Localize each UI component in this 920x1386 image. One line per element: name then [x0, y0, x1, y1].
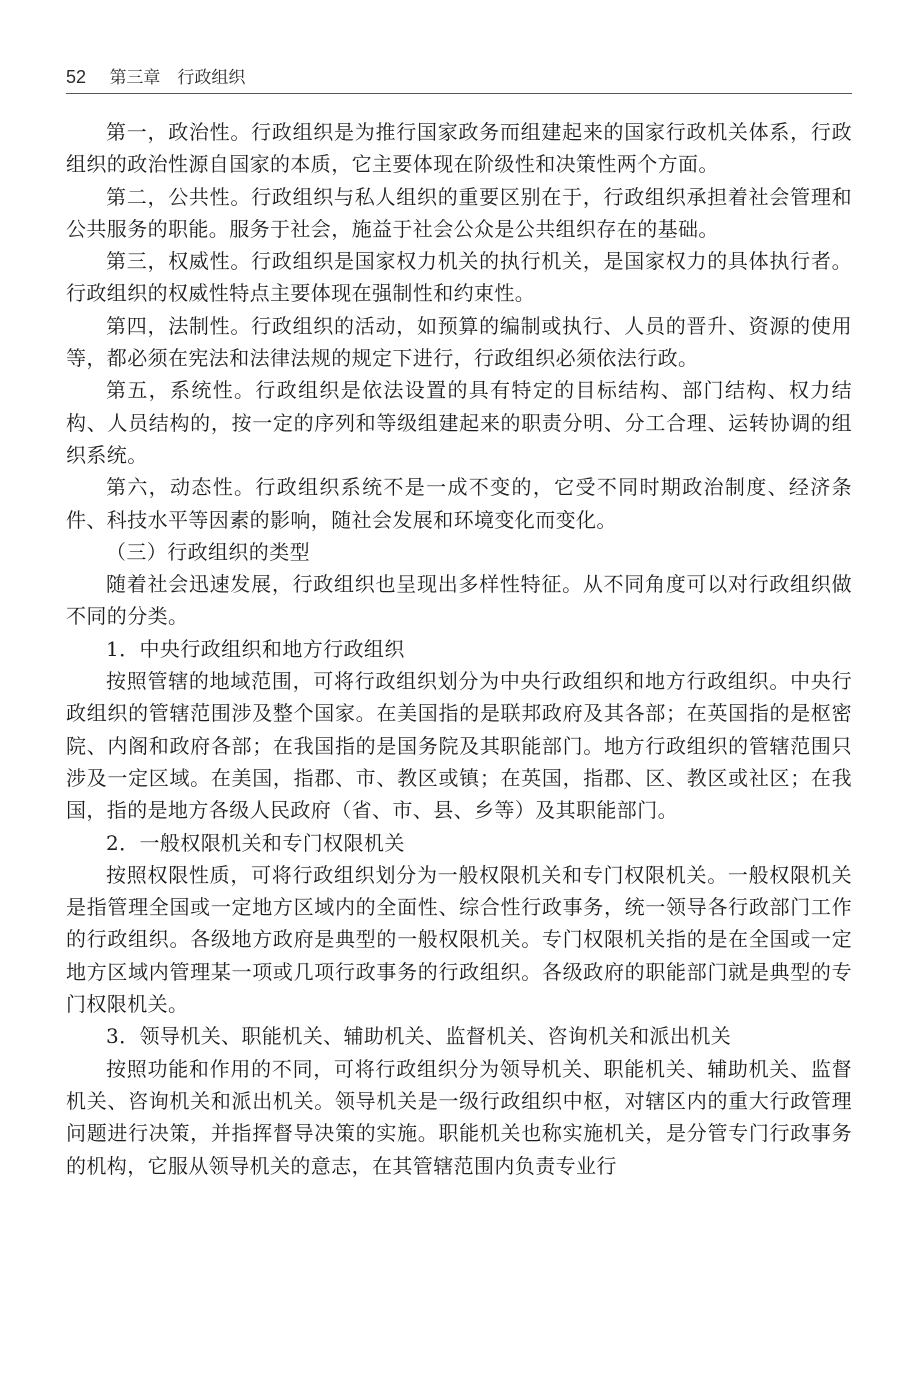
subheading-central-local: 1．中央行政组织和地方行政组织 — [106, 636, 405, 661]
paragraph-legality: 第四，法制性。行政组织的活动，如预算的编制或执行、人员的晋升、资源的使用等，都必须在宪法和法律法规的规定下进行，行政组织必须依法行政。 — [66, 313, 852, 371]
section-heading-types: （三）行政组织的类型 — [106, 539, 310, 564]
subheading-general-special: 2．一般权限机关和专门权限机关 — [106, 830, 405, 855]
running-head — [66, 62, 852, 92]
paragraph-dynamic: 第六，动态性。行政组织系统不是一成不变的，它受不同时期政治制度、经济条件、科技水平等因素的影响，随社会发展和环境变化而变化。 — [66, 475, 852, 532]
page-number: 52 — [66, 67, 87, 87]
paragraph-central-local: 按照管辖的地域范围，可将行政组织划分为中央行政组织和地方行政组织。中央行政组织的管辖范围涉及整个国家。在美国指的是联邦政府及其各部；在英国指的是枢密院、内阁和政府各部；在我国指的是国务院及其职能部门。地方行政组织的管辖范围只涉及一定区域。在美国，指郡、市、教区或镇；在英国，指郡、区、教区或社区；在我国，指的是地方各级人民政府（省、市、县、乡等）及其职能部门。 — [66, 669, 852, 823]
paragraph-functional-types: 按照功能和作用的不同，可将行政组织分为领导机关、职能机关、辅助机关、监督机关、咨询机关和派出机关。领导机关是一级行政组织中枢，对辖区内的重大行政管理问题进行决策，并指挥督导决策的实施。职能机关也称实施机关，是分管专门行政事务的机构，它服从领导机关的意志，在其管辖范围内负责专业行 — [66, 1056, 852, 1178]
subheading-functional-types: 3．领导机关、职能机关、辅助机关、监督机关、咨询机关和派出机关 — [106, 1024, 732, 1049]
paragraph-public: 第二，公共性。行政组织与私人组织的重要区别在于，行政组织承担着社会管理和公共服务的职能。服务于社会，施益于社会公众是公共组织存在的基础。 — [66, 184, 852, 241]
paragraph-authority: 第三，权威性。行政组织是国家权力机关的执行机关，是国家权力的具体执行者。行政组织的权威性特点主要体现在强制性和约束性。 — [66, 249, 852, 306]
chapter-title: 第三章 行政组织 — [109, 68, 246, 88]
paragraph-types-intro: 随着社会迅速发展，行政组织也呈现出多样性特征。从不同角度可以对行政组织做不同的分类。 — [66, 572, 852, 629]
paragraph-political: 第一，政治性。行政组织是为推行国家政务而组建起来的国家行政机关体系，行政组织的政治性源自国家的本质，它主要体现在阶级性和决策性两个方面。 — [66, 120, 852, 177]
paragraph-systematic: 第五，系统性。行政组织是依法设置的具有特定的目标结构、部门结构、权力结构、人员结构的，按一定的序列和等级组建起来的职责分明、分工合理、运转协调的组织系统。 — [66, 378, 852, 467]
paragraph-general-special: 按照权限性质，可将行政组织划分为一般权限机关和专门权限机关。一般权限机关是指管理全国或一定地方区域内的全面性、综合性行政事务，统一领导各行政部门工作的行政组织。各级地方政府是典型的一般权限机关。专门权限机关指的是在全国或一定地方区域内管理某一项或几项行政事务的行政组织。各级政府的职能部门就是典型的专门权限机关。 — [66, 862, 852, 1017]
header-rule — [66, 93, 852, 94]
body-text — [66, 116, 852, 1182]
